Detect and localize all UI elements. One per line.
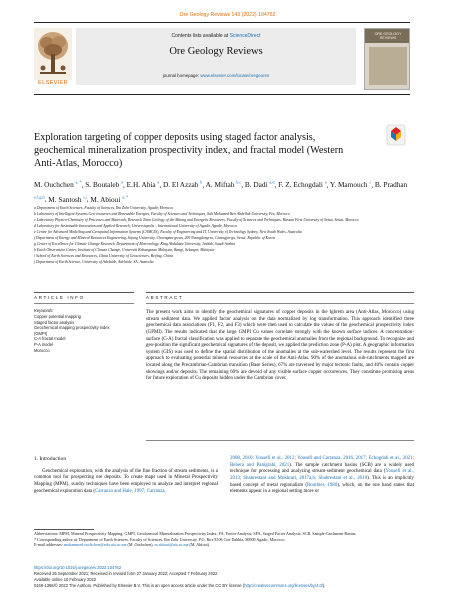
footnote-rule: [34, 529, 94, 530]
homepage-line: [76, 73, 356, 78]
citation-link[interactable]: Carranza and Hale, 1997; Carranza,: [95, 488, 166, 494]
intro-paragraph-continued: [230, 456, 414, 496]
author-name[interactable]: [85, 180, 123, 189]
author-name[interactable]: [48, 195, 86, 204]
author-name-text: S. Boutaleb: [85, 180, 120, 190]
received-dates: Received 25 September 2021; Received in revised form 27 January 2022; Accepted 7 February 2022: [34, 571, 218, 576]
affiliation-item: b Laboratory of Intelligent Systems Geo-resources and Renewable Energies, Faculty of Sciences and Techniques, Sidi Mohamed Ben Abdellah University, Fez, Morocco: [34, 212, 290, 217]
footnotes: [34, 531, 414, 548]
article-info-rule: [34, 292, 134, 293]
intro-paragraph: [34, 469, 218, 496]
license-text: 0169-1368/© 2022 The Authors. Published by Elsevier B.V. This is an open access article under the CC BY license (: [34, 583, 245, 588]
affiliation-item: h Earth Observation Center, Institute of Climate Change, Universiti Kebangsaan Malaysia, Bangi, Selangor, Malaysia: [34, 248, 215, 253]
journal-homepage-link[interactable]: www.elsevier.com/locate/oregeorev: [200, 73, 270, 78]
author-name-text: Y. Mamouch: [329, 180, 368, 190]
elsevier-tree-logo-icon: [34, 28, 72, 80]
author-affiliation-marker[interactable]: e,f,g,h: [34, 194, 45, 200]
citation-link[interactable]: 2008, 2010; Yousefi et al., 2012; Yousefi and Carranza, 2016, 2017; Echogdali et al., 2021; Behera and Panigrahi, 2021: [230, 456, 414, 468]
keyword: (GMPI): [34, 330, 48, 336]
journal-name: Ore Geology Reviews: [169, 46, 263, 57]
author-name-text: B. Dadi: [244, 180, 268, 190]
author-affiliation-marker[interactable]: a, *: [75, 180, 82, 185]
author-affiliation-marker[interactable]: a: [157, 180, 160, 185]
affiliation-item: f Department of Energy and Mineral Resources Engineering, Sejong University, Choongmu-gwan, 209 Neungdong-ro, Gwangjin-gu, Seoul, Republic of Korea: [34, 236, 276, 241]
body-left-column: [34, 456, 218, 495]
affiliation-item: d Laboratory for Sustainable Innovation and Applied Research, Universiapolis – International University of Agadir, Agadir, Morocco: [34, 224, 238, 229]
email-link[interactable]: m.abioui@uiz.ac.ma: [154, 542, 189, 548]
author-affiliation-marker[interactable]: a,d: [269, 180, 275, 185]
author-name[interactable]: [245, 180, 275, 189]
affiliation-item: a Department of Earth Sciences, Faculty of Sciences, Ibn Zohr University, Agadir, Morocco: [34, 206, 174, 210]
author-affiliation-marker[interactable]: c: [369, 180, 372, 185]
author-affiliation-marker[interactable]: b: [200, 180, 203, 185]
author-name[interactable]: [163, 180, 202, 189]
citation-link[interactable]: Yousefi et al., 2013; Shahrestani and Mokhtari, 2017a,b; Shahrestani et al., 2018: [230, 469, 414, 481]
section-heading-introduction: 1. Introduction: [34, 456, 67, 462]
author-affiliation-marker[interactable]: a: [324, 180, 327, 185]
intro-text: Geochemical exploration, with the analysis of the fine fraction of stream sediments, is a common tool for prospecting ore deposits. To create maps used in Mineral Prospectivity Mapping (MPM), sundry techniques have been employed to analyze and interpret regional geochemical exploration data (: [34, 468, 218, 494]
publication-info: [34, 565, 414, 589]
author-name[interactable]: [206, 180, 242, 189]
email-owner: (M. Abioui).: [188, 542, 211, 548]
keyword: Morocco: [34, 347, 50, 353]
cover-image: [369, 47, 407, 85]
header-rule-bottom: [34, 94, 410, 95]
keyword: C-A fractal model: [34, 336, 66, 342]
contents-prefix: Contents lists available at: [171, 33, 230, 39]
available-online: Available online 10 February 2022: [34, 577, 97, 582]
author-name-text: A. Miftah: [205, 180, 235, 190]
email-owner: (M. Ouchchen),: [126, 542, 155, 548]
affiliation-item: e Centre for Advanced Modelling and Geospatial Information Systems (CAMGIS), Faculty of Engineering and IT, University of Technology Sydney, New South Wales, Australia: [34, 230, 302, 235]
abstract-text: The present work aims to identify the geochemical signatures of copper deposits in the Ighrem area (Anti-Atlas, Morocco) using stream sediment data. We applied factor analysis on the data normalized by log transformation. This approach identified three geochemical data associations (F1, F2, and F3) which were then used to calculate the values of the geochemical prospectivity index (GPMI). The results indicated that the large GMPI Cu values correlate strongly with the known surface indices. A concentration-surface (C-A) fractal classification was applied to separate the geochemical anomalies from the regional background. To recognize and geo-position the significant geochemical signatures of the deposit, we applied the prediction zone (P-A) plot. A geographic information system (GIS) was used to define the spatial distribution of the anomalies at the sub-watershed level. The results represent the first approach to evaluating potential mineral resources at the scale of the Anti-Atlas. 90% of the anomalous sub-catchments mapped are located along the Precambrian-Cambrian transition (Base Series), 67% are traversed by major tectonic faults, and 40% contain copper showings and/or deposits. The remaining 60% are devoid of any visible surface copper occurrences. They constitute promising areas for future exploration of Cu deposits hidden under the Cambrian cover.: [146, 310, 414, 382]
citation-link[interactable]: Routhier, 1980: [306, 482, 338, 488]
doi-link[interactable]: https://doi.org/10.1016/j.oregeorev.2022.104762: [34, 565, 122, 570]
homepage-prefix: journal homepage:: [162, 73, 201, 78]
affiliation-item: j Department of Earth Science, University of Adelaide, Adelaide, SA, Australia: [34, 260, 154, 265]
intro-text: ). This is an implicitly based concept of metal regionalism (: [230, 475, 414, 488]
header-rule-top: [34, 22, 410, 23]
abstract-rule: [146, 292, 414, 293]
author-affiliation-marker[interactable]: b,c: [236, 180, 242, 185]
author-name-text: E.H. Abia: [126, 180, 156, 190]
author-name[interactable]: [330, 180, 371, 189]
abstract-rule-2: [146, 303, 414, 304]
author-list: M. Ouchchen $^{a, *}$, S. Boutaleb $^a$, E.H. Abia $^a$, D. El Azzab $^b$, A. Miftah $^{b,c}$, B. Dadi $^{a,d}$, F. Z. Echogdali $^a$, Y. Mamouch $^c$, B. Pradhan $^{e,f,g,h}$, M. Santosh $^{i,j}$, M. Abioui $^{a, *}$: [34, 180, 408, 204]
journal-banner: [76, 28, 356, 85]
author-name-text: M. Abioui: [90, 194, 121, 204]
author-name-text: M. Ouchchen: [34, 180, 74, 190]
abstract-heading: ABSTRACT: [146, 295, 184, 300]
author-affiliation-marker[interactable]: a, *: [122, 194, 129, 200]
keywords-list: [34, 314, 134, 353]
keyword: Staged factor analysis: [34, 319, 75, 325]
author-affiliation-marker[interactable]: a: [121, 180, 123, 185]
author-affiliation-marker[interactable]: i,j: [83, 194, 87, 200]
intro-text: ), which, on the one hand states that elements appear in a regional setting more or: [230, 482, 414, 495]
article-info-rule-2: [34, 303, 134, 304]
corresponding-author-footnote: * Corresponding author at: Department of Earth Sciences, Faculty of Sciences, Ibn Zohr University, P.O. Box 8106 Cité Dakhla, 80000 Agadir, Morocco.: [34, 536, 286, 542]
cover-title: ORE GEOLOGY REVIEWS: [374, 32, 402, 40]
author-name-text: D. El Azzab: [162, 180, 199, 190]
article-title: Exploration targeting of copper deposits using staged factor analysis, geochemical mineralization prospectivity index, and fractal model (Western Anti-Atlas, Morocco): [34, 132, 344, 169]
email-footnote: [34, 542, 414, 548]
license-text-end: ).: [322, 583, 326, 588]
author-name-text: B. Pradhan: [374, 180, 408, 190]
license-link[interactable]: http://creativecommons.org/licenses/by/4.0/: [244, 583, 323, 588]
keyword: Copper potential mapping: [34, 314, 81, 319]
affiliation-item: c Laboratory Physico-Chemistry of Processes and Materials, Research Team Geology of the Mining and Energetic Resources, Faculty of Sciences and Techniques, Hassan First University of Settat, Settat, Morocco: [34, 218, 359, 223]
keyword: Geochemical mapping prospectivity index: [34, 325, 110, 331]
keyword: P-A model: [34, 341, 53, 347]
body-right-column: [230, 456, 414, 496]
journal-header: [34, 22, 410, 95]
publisher-name: ELSEVIER: [38, 80, 68, 86]
license-line: [34, 583, 414, 589]
author-name-text: M. Santosh: [48, 194, 82, 204]
article-info-heading: ARTICLE INFO: [34, 295, 85, 300]
journal-cover-thumbnail: [364, 28, 410, 90]
sciencedirect-link[interactable]: ScienceDirect: [229, 33, 261, 39]
email-link[interactable]: mohammed.ouchchen@edu.uiz.ac.ma: [64, 542, 127, 548]
author-name-text: F. Z. Echogdali: [278, 180, 323, 190]
keywords-label: Keywords:: [34, 308, 54, 313]
journal-reference[interactable]: Ore Geology Reviews 143 (2022) 104762: [179, 12, 276, 18]
author-name[interactable]: [127, 180, 160, 189]
affiliation-item: g Center of Excellence for Climate Change Research, Department of Meteorology, King Abdulaziz University, Jeddah, Saudi Arabia: [34, 242, 235, 247]
intro-text: ). The sample catchment basins (SCB) are a widely used technique for processing and analyzing stream-sediment geochemical data (: [230, 462, 414, 475]
abstract-end-rule: [146, 440, 414, 441]
author-name[interactable]: [278, 180, 327, 189]
author-name[interactable]: [34, 180, 82, 189]
abbreviations-footnote: Abbreviations: MPM, Mineral Prospectivity Mapping; GMPI, Geochemical Mineralization Prospectivity Index; FA, Factor Analysis; SFA, Staged Factor Analysis; SCB, Sample Catchment Basins.: [34, 531, 357, 536]
affiliations: [34, 205, 414, 265]
email-prefix: E-mail addresses:: [34, 542, 65, 548]
author-name[interactable]: [90, 195, 128, 204]
check-for-updates-icon[interactable]: [386, 124, 406, 146]
affiliation-item: i School of Earth Sciences and Resources, China University of Geosciences, Beijing, China: [34, 254, 173, 259]
contents-line: [76, 33, 356, 39]
